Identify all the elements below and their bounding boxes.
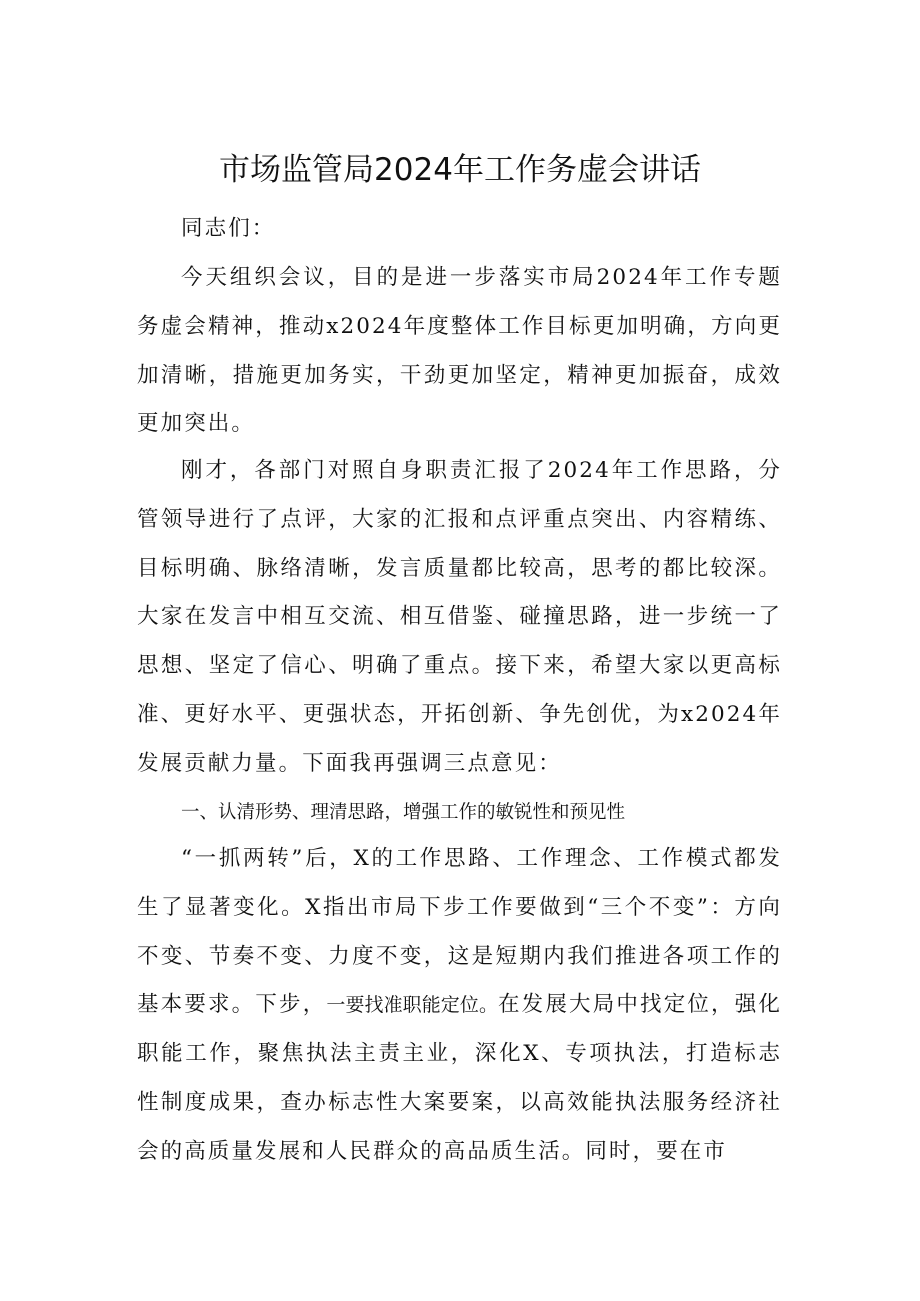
- paragraph-text-part1: “一抓两转”后，X的工作思路、工作理念、工作模式都发生了显著变化。X指出市局下步工作要做到“三个不变”：方向不变、节奏不变、力度不变，这是短期内我们推进各项工作的基本要求。下步，: [137, 846, 782, 1018]
- paragraph-department-reports: 刚才，各部门对照自身职责汇报了2024年工作思路，分管领导进行了点评，大家的汇报和点评重点突出、内容精练、目标明确、脉络清晰，发言质量都比较高，思考的都比较深。大家在发言中相互交流、相互借鉴、碰撞思路，进一步统一了思想、坚定了信心、明确了重点。接下来，希望大家以更高标准、更好水平、更强状态，开拓创新、争先创优，为x2024年发展贡献力量。下面我再强调三点意见：: [137, 458, 782, 776]
- document-title: 市场监管局2024年工作务虚会讲话: [219, 152, 701, 188]
- emphasis-function-positioning: 一要找准职能定位。: [326, 994, 499, 1017]
- paragraph-meeting-purpose: 今天组织会议，目的是进一步落实市局2024年工作专题务虚会精神，推动x2024年度整体工作目标更加明确，方向更加清晰，措施更加务实，干劲更加坚定，精神更加振奋，成效更加突出。: [137, 265, 782, 437]
- salutation: 同志们：: [181, 216, 276, 241]
- section-heading-1: 一、认清形势、理清思路，增强工作的敏锐性和预见性: [181, 802, 626, 823]
- paragraph-work-changes: [137, 835, 782, 1177]
- paragraph-text-part2: 在发展大局中找定位，强化职能工作，聚焦执法主责主业，深化X、专项执法，打造标志性制度成果，查办标志性大案要案，以高效能执法服务经济社会的高质量发展和人民群众的高品质生活。同时，要在市: [137, 992, 782, 1164]
